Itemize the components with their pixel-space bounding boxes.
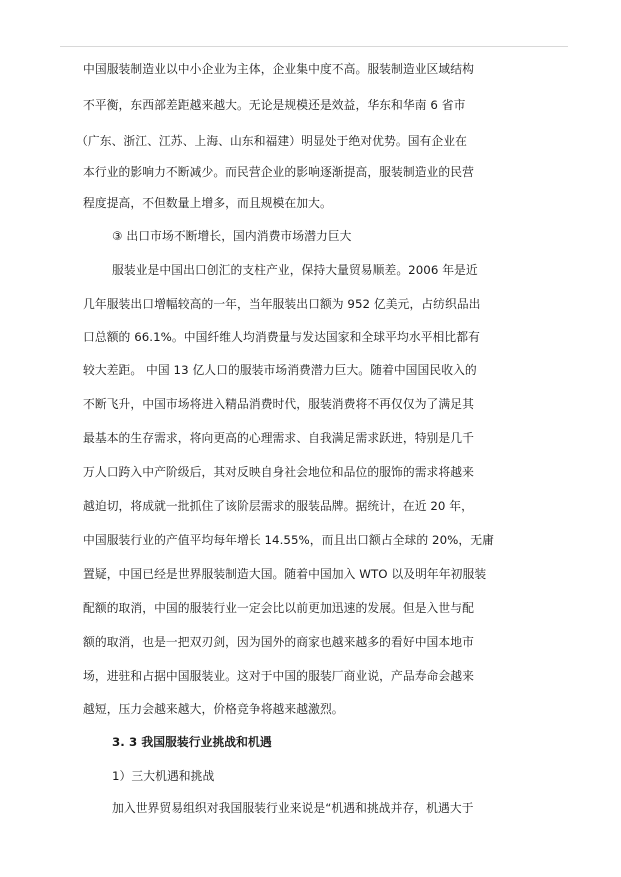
paragraph-line: 几年服装出口增幅较高的一年，当年服装出口额为 952 亿美元，占纺织品出 (83, 297, 481, 311)
paragraph-line: 中国服装制造业以中小企业为主体，企业集中度不高。服装制造业区域结构 (83, 62, 474, 76)
page-header-rule (60, 46, 568, 47)
section-heading: 3. 3 我国服装行业挑战和机遇 (112, 735, 272, 749)
paragraph-line: 不断飞升，中国市场将进入精品消费时代，服装消费将不再仅仅为了满足其 (83, 397, 474, 411)
paragraph-line: 不平衡，东西部差距越来越大。无论是规模还是效益，华东和华南 6 省市 (83, 98, 466, 112)
paragraph-line: 置疑，中国已经是世界服装制造大国。随着中国加入 WTO 以及明年年初服装 (83, 567, 487, 581)
subheading: ③ 出口市场不断增长，国内消费市场潜力巨大 (112, 229, 352, 243)
paragraph-line: 程度提高，不但数量上增多，而且规模在加大。 (83, 196, 332, 210)
paragraph-line: 配额的取消，中国的服装行业一定会比以前更加迅速的发展。但是入世与配 (83, 601, 474, 615)
paragraph-line: 中国服装行业的产值平均每年增长 14.55%，而且出口额占全球的 20%，无庸 (83, 533, 494, 547)
paragraph-line: （广东、浙江、江苏、上海、山东和福建）明显处于绝对优势。国有企业在 (76, 134, 467, 148)
paragraph-line: 加入世界贸易组织对我国服装行业来说是“机遇和挑战并存，机遇大于 (112, 801, 474, 815)
paragraph-line: 越迫切，将成就一批抓住了该阶层需求的服装品牌。据统计，在近 20 年， (83, 499, 473, 513)
paragraph-line: 万人口跨入中产阶级后，其对反映自身社会地位和品位的服饰的需求将越来 (83, 465, 474, 479)
paragraph-line: 最基本的生存需求，将向更高的心理需求、自我满足需求跃进，特别是几千 (83, 431, 474, 445)
paragraph-line: 本行业的影响力不断减少。而民营企业的影响逐渐提高，服装制造业的民营 (83, 165, 474, 179)
paragraph-line: 较大差距。 中国 13 亿人口的服装市场消费潜力巨大。随着中国国民收入的 (83, 363, 477, 377)
subheading: 1）三大机遇和挑战 (112, 769, 215, 783)
paragraph-line: 额的取消，也是一把双刃剑，因为国外的商家也越来越多的看好中国本地市 (83, 635, 474, 649)
paragraph-line: 场，进驻和占据中国服装业。这对于中国的服装厂商业说，产品寿命会越来 (83, 669, 474, 683)
paragraph-line: 口总额的 66.1%。中国纤维人均消费量与发达国家和全球平均水平相比都有 (83, 330, 480, 344)
paragraph-line: 服装业是中国出口创汇的支柱产业，保持大量贸易顺差。2006 年是近 (112, 263, 478, 277)
paragraph-line: 越短，压力会越来越大，价格竞争将越来越激烈。 (83, 702, 344, 716)
